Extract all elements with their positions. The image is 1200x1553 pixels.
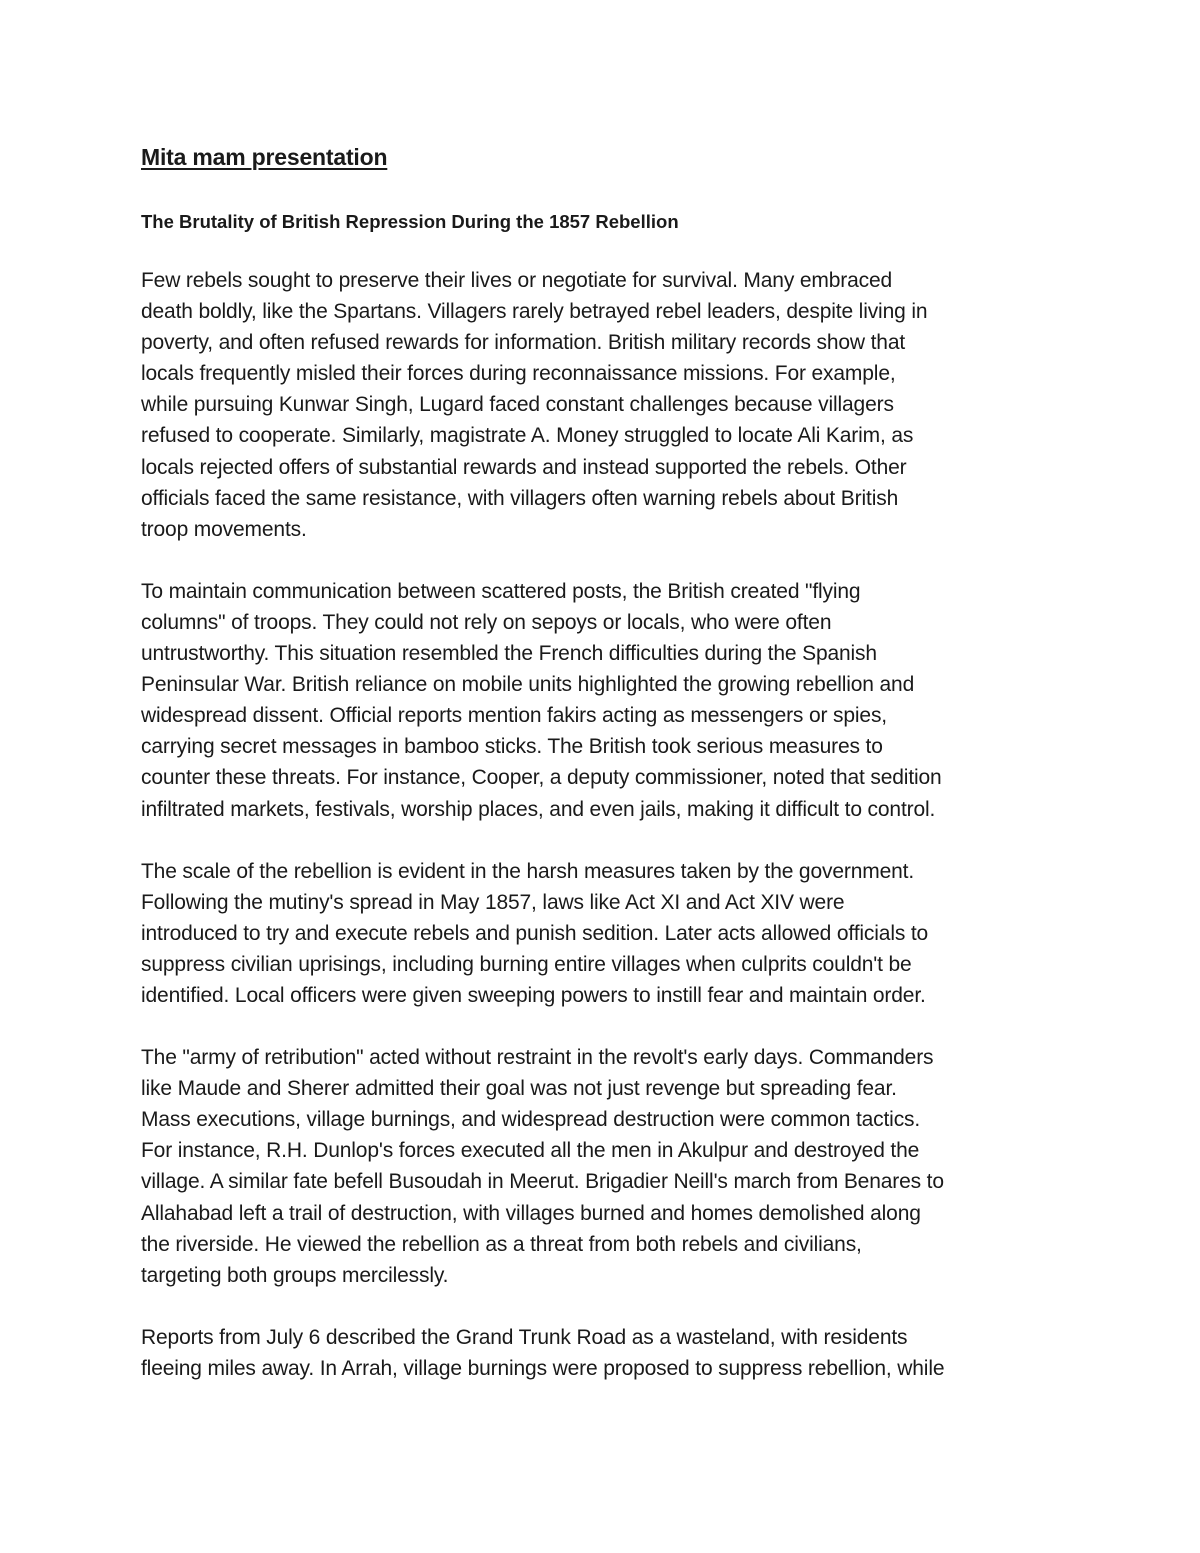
text-line: troop movements. xyxy=(141,517,307,541)
text-line: targeting both groups mercilessly. xyxy=(141,1263,449,1287)
paragraph-4 xyxy=(141,1042,1071,1291)
text-line: Mass executions, village burnings, and widespread destruction were common tactics. xyxy=(141,1108,921,1132)
text-line: The "army of retribution" acted without restraint in the revolt's early days. Commanders xyxy=(141,1046,934,1070)
text-line: untrustworthy. This situation resembled the French difficulties during the Spanish xyxy=(141,642,877,666)
text-line: officials faced the same resistance, with villagers often warning rebels about British xyxy=(141,486,899,510)
text-line: fleeing miles away. In Arrah, village burnings were proposed to suppress rebellion, while xyxy=(141,1356,945,1380)
text-line: refused to cooperate. Similarly, magistrate A. Money struggled to locate Ali Karim, as xyxy=(141,424,914,448)
text-line: Allahabad left a trail of destruction, with villages burned and homes demolished along xyxy=(141,1201,921,1225)
text-line: For instance, R.H. Dunlop's forces executed all the men in Akulpur and destroyed the xyxy=(141,1139,920,1163)
text-line: like Maude and Sherer admitted their goal was not just revenge but spreading fear. xyxy=(141,1077,897,1101)
text-line: carrying secret messages in bamboo sticks. The British took serious measures to xyxy=(141,735,883,759)
document-subtitle: The Brutality of British Repression During the 1857 Rebellion xyxy=(141,211,679,232)
text-line: columns" of troops. They could not rely on sepoys or locals, who were often xyxy=(141,610,832,634)
text-line: the riverside. He viewed the rebellion as a threat from both rebels and civilians, xyxy=(141,1232,862,1256)
text-line: death boldly, like the Spartans. Villagers rarely betrayed rebel leaders, despite living in xyxy=(141,300,928,324)
text-line: suppress civilian uprisings, including burning entire villages when culprits couldn't be xyxy=(141,952,912,976)
text-line: Few rebels sought to preserve their lives or negotiate for survival. Many embraced xyxy=(141,269,893,292)
paragraph-1 xyxy=(141,265,1071,545)
paragraph-2 xyxy=(141,576,1071,825)
text-line: locals rejected offers of substantial rewards and instead supported the rebels. Other xyxy=(141,455,907,479)
text-line: infiltrated markets, festivals, worship places, and even jails, making it difficult to control. xyxy=(141,797,936,821)
text-line: counter these threats. For instance, Cooper, a deputy commissioner, noted that sedition xyxy=(141,766,942,790)
paragraph-5 xyxy=(141,1322,1071,1384)
paragraph-3 xyxy=(141,856,1071,1011)
document-title: Mita mam presentation xyxy=(141,144,388,170)
text-line: The scale of the rebellion is evident in the harsh measures taken by the government. xyxy=(141,859,915,883)
text-line: village. A similar fate befell Busoudah in Meerut. Brigadier Neill's march from Benares to xyxy=(141,1170,944,1194)
text-line: introduced to try and execute rebels and punish sedition. Later acts allowed officials to xyxy=(141,921,929,945)
text-line: Following the mutiny's spread in May 1857, laws like Act XI and Act XIV were xyxy=(141,890,845,914)
text-line: poverty, and often refused rewards for information. British military records show that xyxy=(141,331,906,355)
text-line: Reports from July 6 described the Grand Trunk Road as a wasteland, with residents xyxy=(141,1325,908,1349)
document-body xyxy=(141,140,1071,1384)
text-line: while pursuing Kunwar Singh, Lugard faced constant challenges because villagers xyxy=(141,393,894,417)
text-line: locals frequently misled their forces during reconnaissance missions. For example, xyxy=(141,362,896,386)
text-line: To maintain communication between scattered posts, the British created "flying xyxy=(141,579,861,603)
text-line: Peninsular War. British reliance on mobile units highlighted the growing rebellion and xyxy=(141,673,915,697)
text-line: identified. Local officers were given sweeping powers to instill fear and maintain order. xyxy=(141,983,926,1007)
text-line: widespread dissent. Official reports mention fakirs acting as messengers or spies, xyxy=(141,704,887,728)
